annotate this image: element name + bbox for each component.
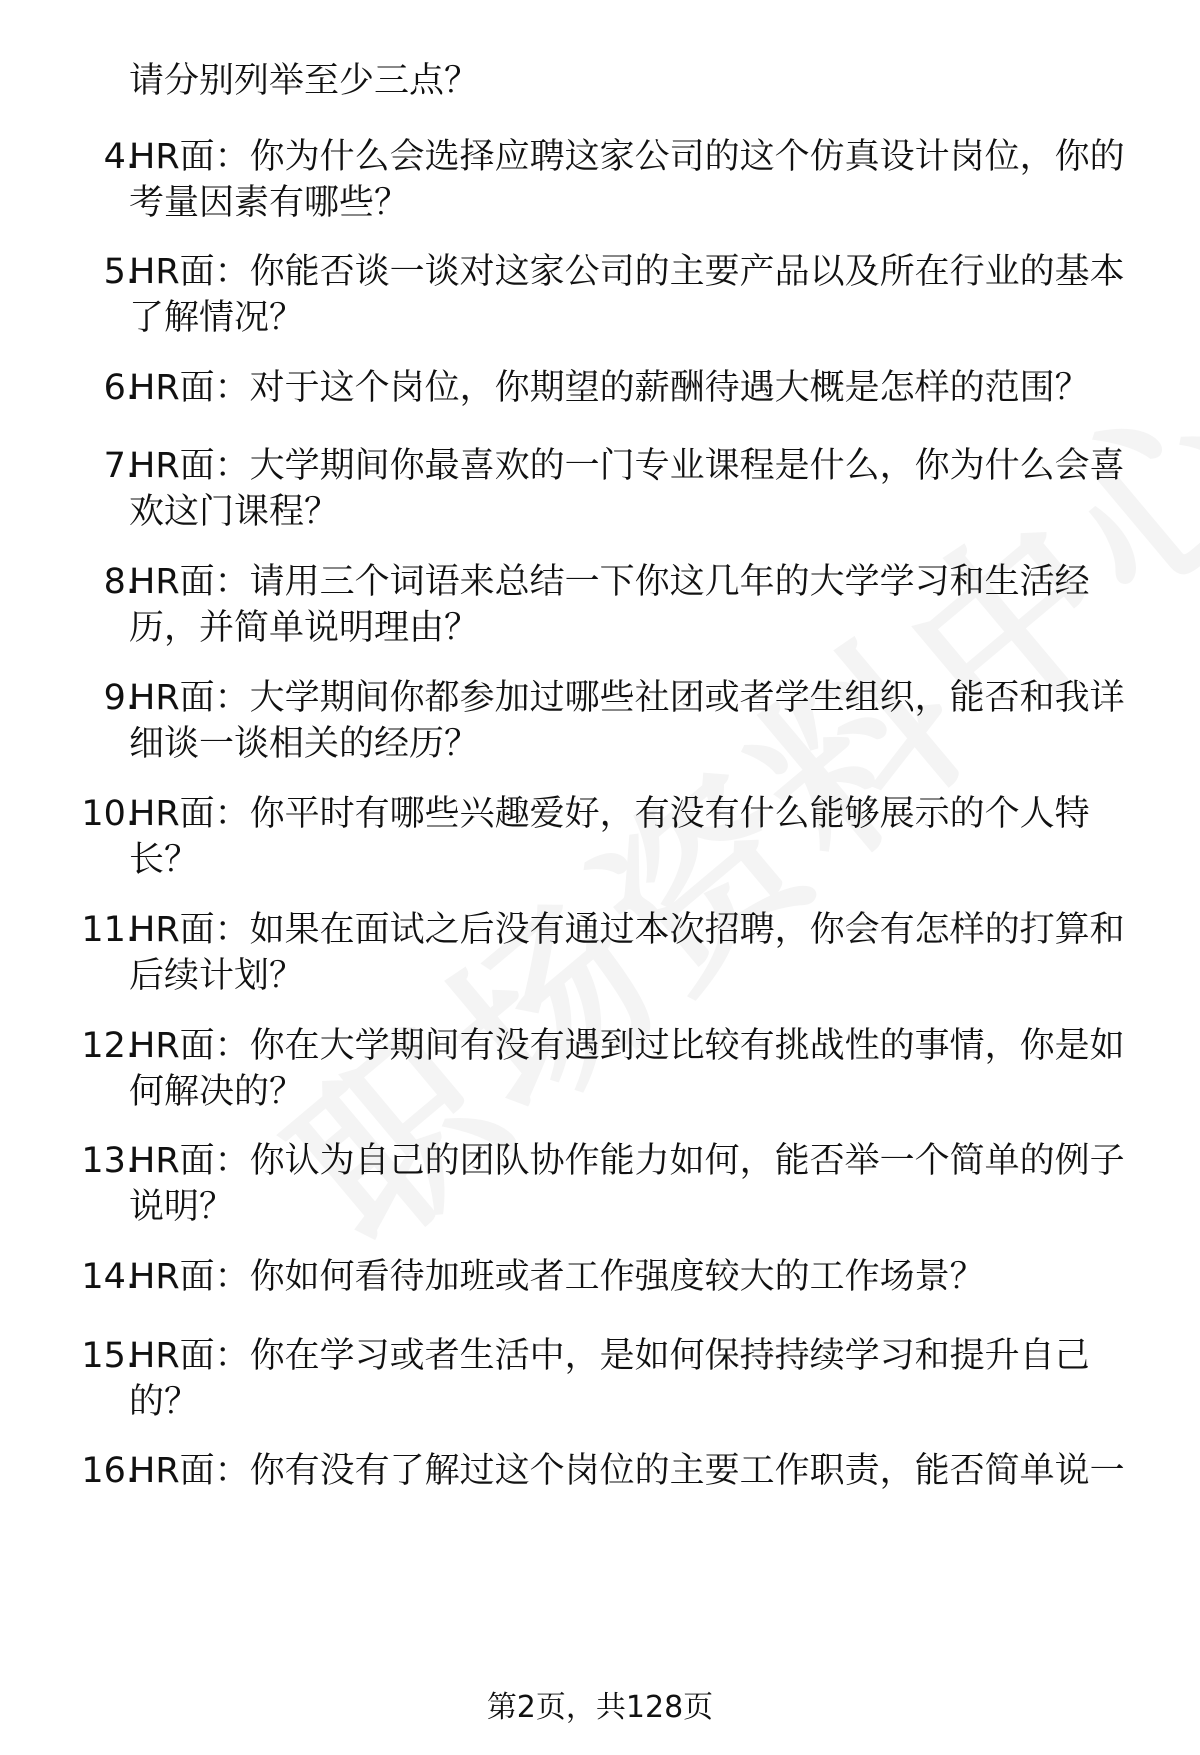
item-text: HR面：如果在面试之后没有通过本次招聘，你会有怎样的打算和后续计划？ [129, 910, 1125, 996]
item-text: HR面：你有没有了解过这个岗位的主要工作职责，能否简单说一 [129, 1451, 1125, 1491]
item-number: 6. [103, 368, 137, 408]
continuation-line: 请分别列举至少三点？ [129, 61, 480, 101]
item-text: HR面：大学期间你最喜欢的一门专业课程是什么，你为什么会喜欢这门课程？ [129, 446, 1125, 532]
item-text: HR面：请用三个词语来总结一下你这几年的大学学习和生活经历，并简单说明理由？ [129, 562, 1090, 648]
item-text: HR面：你能否谈一谈对这家公司的主要产品以及所在行业的基本了解情况？ [129, 252, 1125, 338]
page-footer: 第2页，共128页 [486, 1690, 714, 1725]
item-number: 5. [103, 252, 137, 292]
item-text: HR面：你认为自己的团队协作能力如何，能否举一个简单的例子说明？ [129, 1141, 1125, 1227]
item-text: HR面：你在大学期间有没有遇到过比较有挑战性的事情，你是如何解决的？ [129, 1026, 1125, 1112]
item-number: 8. [103, 562, 137, 602]
item-text: HR面：你如何看待加班或者工作强度较大的工作场景？ [129, 1257, 985, 1297]
item-text: HR面：大学期间你都参加过哪些社团或者学生组织，能否和我详细谈一谈相关的经历？ [129, 678, 1125, 764]
item-number: 15. [81, 1336, 137, 1376]
item-number: 16. [81, 1451, 137, 1491]
item-text: HR面：对于这个岗位，你期望的薪酬待遇大概是怎样的范围？ [129, 368, 1090, 408]
item-number: 13. [81, 1141, 137, 1181]
item-number: 4. [103, 137, 137, 177]
item-text: HR面：你在学习或者生活中，是如何保持持续学习和提升自己的？ [129, 1336, 1090, 1422]
item-number: 7. [103, 446, 137, 486]
item-number: 11. [81, 910, 137, 950]
item-text: HR面：你平时有哪些兴趣爱好，有没有什么能够展示的个人特长？ [129, 794, 1090, 880]
item-number: 12. [81, 1026, 137, 1066]
item-number: 14. [81, 1257, 137, 1297]
item-number: 10. [81, 794, 137, 834]
item-text: HR面：你为什么会选择应聘这家公司的这个仿真设计岗位，你的考量因素有哪些？ [129, 137, 1125, 223]
item-number: 9. [103, 678, 137, 718]
